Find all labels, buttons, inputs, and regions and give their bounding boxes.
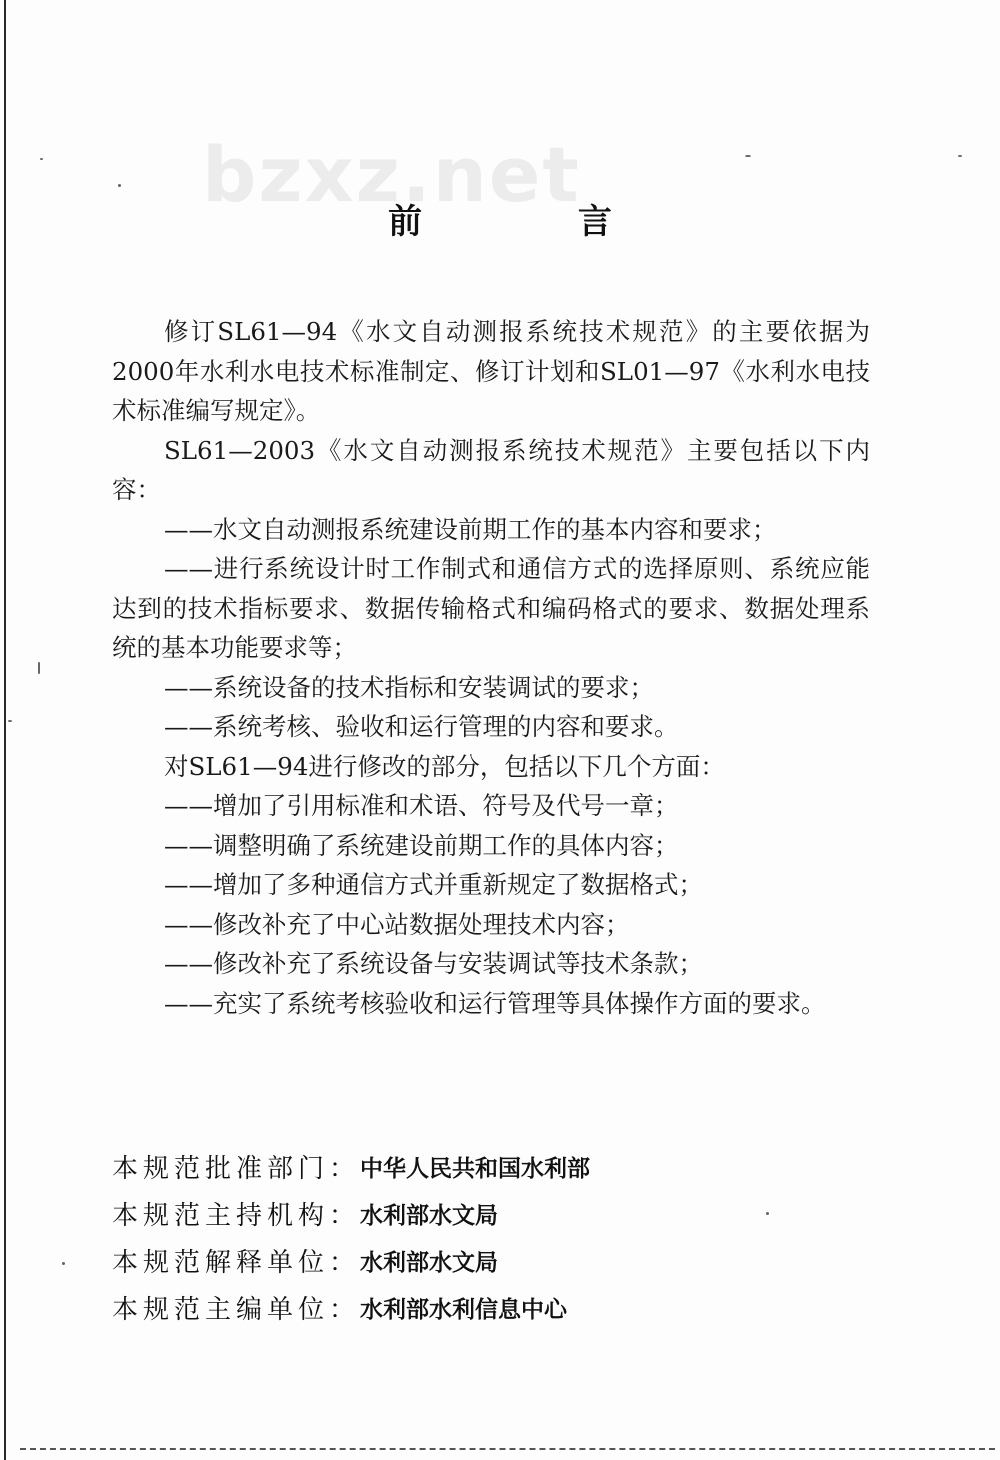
unit-value: 水利部水文局 <box>360 1203 499 1229</box>
list-item: ——调整明确了系统建设前期工作的具体内容； <box>164 830 679 860</box>
preface-body <box>112 312 870 1023</box>
unit-row-interpretation <box>112 1237 872 1284</box>
unit-label: 本规范主编单位： <box>112 1295 361 1325</box>
unit-value: 中华人民共和国水利部 <box>360 1156 591 1182</box>
scan-speck <box>766 1212 769 1215</box>
scan-bottom-edge <box>20 1448 995 1450</box>
paragraph-contents-intro: SL61—2003《水文自动测报系统技术规范》主要包括以下内容： <box>112 435 870 504</box>
list-item: ——系统设备的技术指标和安装调试的要求； <box>164 672 654 702</box>
scan-speck <box>62 1262 65 1265</box>
scan-speck <box>958 155 962 157</box>
list-item: ——修改补充了中心站数据处理技术内容； <box>164 909 630 939</box>
list-item: ——水文自动测报系统建设前期工作的基本内容和要求； <box>164 514 777 544</box>
watermark: bzxz.net <box>202 130 581 219</box>
unit-value: 水利部水利信息中心 <box>360 1297 568 1323</box>
list-item: ——增加了引用标准和术语、符号及代号一章； <box>164 791 679 820</box>
list-item: ——充实了系统考核验收和运行管理等具体操作方面的要求。 <box>164 988 826 1018</box>
list-item: ——增加了多种通信方式并重新规定了数据格式； <box>164 870 703 899</box>
scan-speck <box>38 662 40 674</box>
scan-speck <box>8 720 12 722</box>
unit-row-host <box>112 1190 872 1237</box>
responsible-units <box>112 1143 872 1331</box>
paragraph-modifications-intro: 对SL61—94进行修改的部分，包括以下几个方面： <box>164 751 725 781</box>
scan-speck <box>745 155 751 157</box>
scan-speck <box>40 158 43 160</box>
unit-label: 本规范批准部门： <box>112 1154 361 1184</box>
unit-row-approval <box>112 1143 872 1190</box>
unit-value: 水利部水文局 <box>360 1250 499 1276</box>
unit-row-editor <box>112 1284 872 1331</box>
scan-speck <box>118 184 121 187</box>
list-item: ——进行系统设计时工作制式和通信方式的选择原则、系统应能达到的技术指标要求、数据传输格式和编码格式的要求、数据处理系统的基本功能要求等； <box>112 554 870 662</box>
unit-label: 本规范主持机构： <box>112 1201 361 1231</box>
unit-label: 本规范解释单位： <box>112 1248 361 1278</box>
paragraph-revision-basis: 修订SL61—94《水文自动测报系统技术规范》的主要依据为2000年水利水电技术标准制定、修订计划和SL01—97《水利水电技术标准编写规定》。 <box>112 317 870 425</box>
list-item: ——系统考核、验收和运行管理的内容和要求。 <box>164 712 679 741</box>
list-item: ——修改补充了系统设备与安装调试等技术条款； <box>164 949 703 978</box>
page-title: 前 言 <box>388 202 684 242</box>
